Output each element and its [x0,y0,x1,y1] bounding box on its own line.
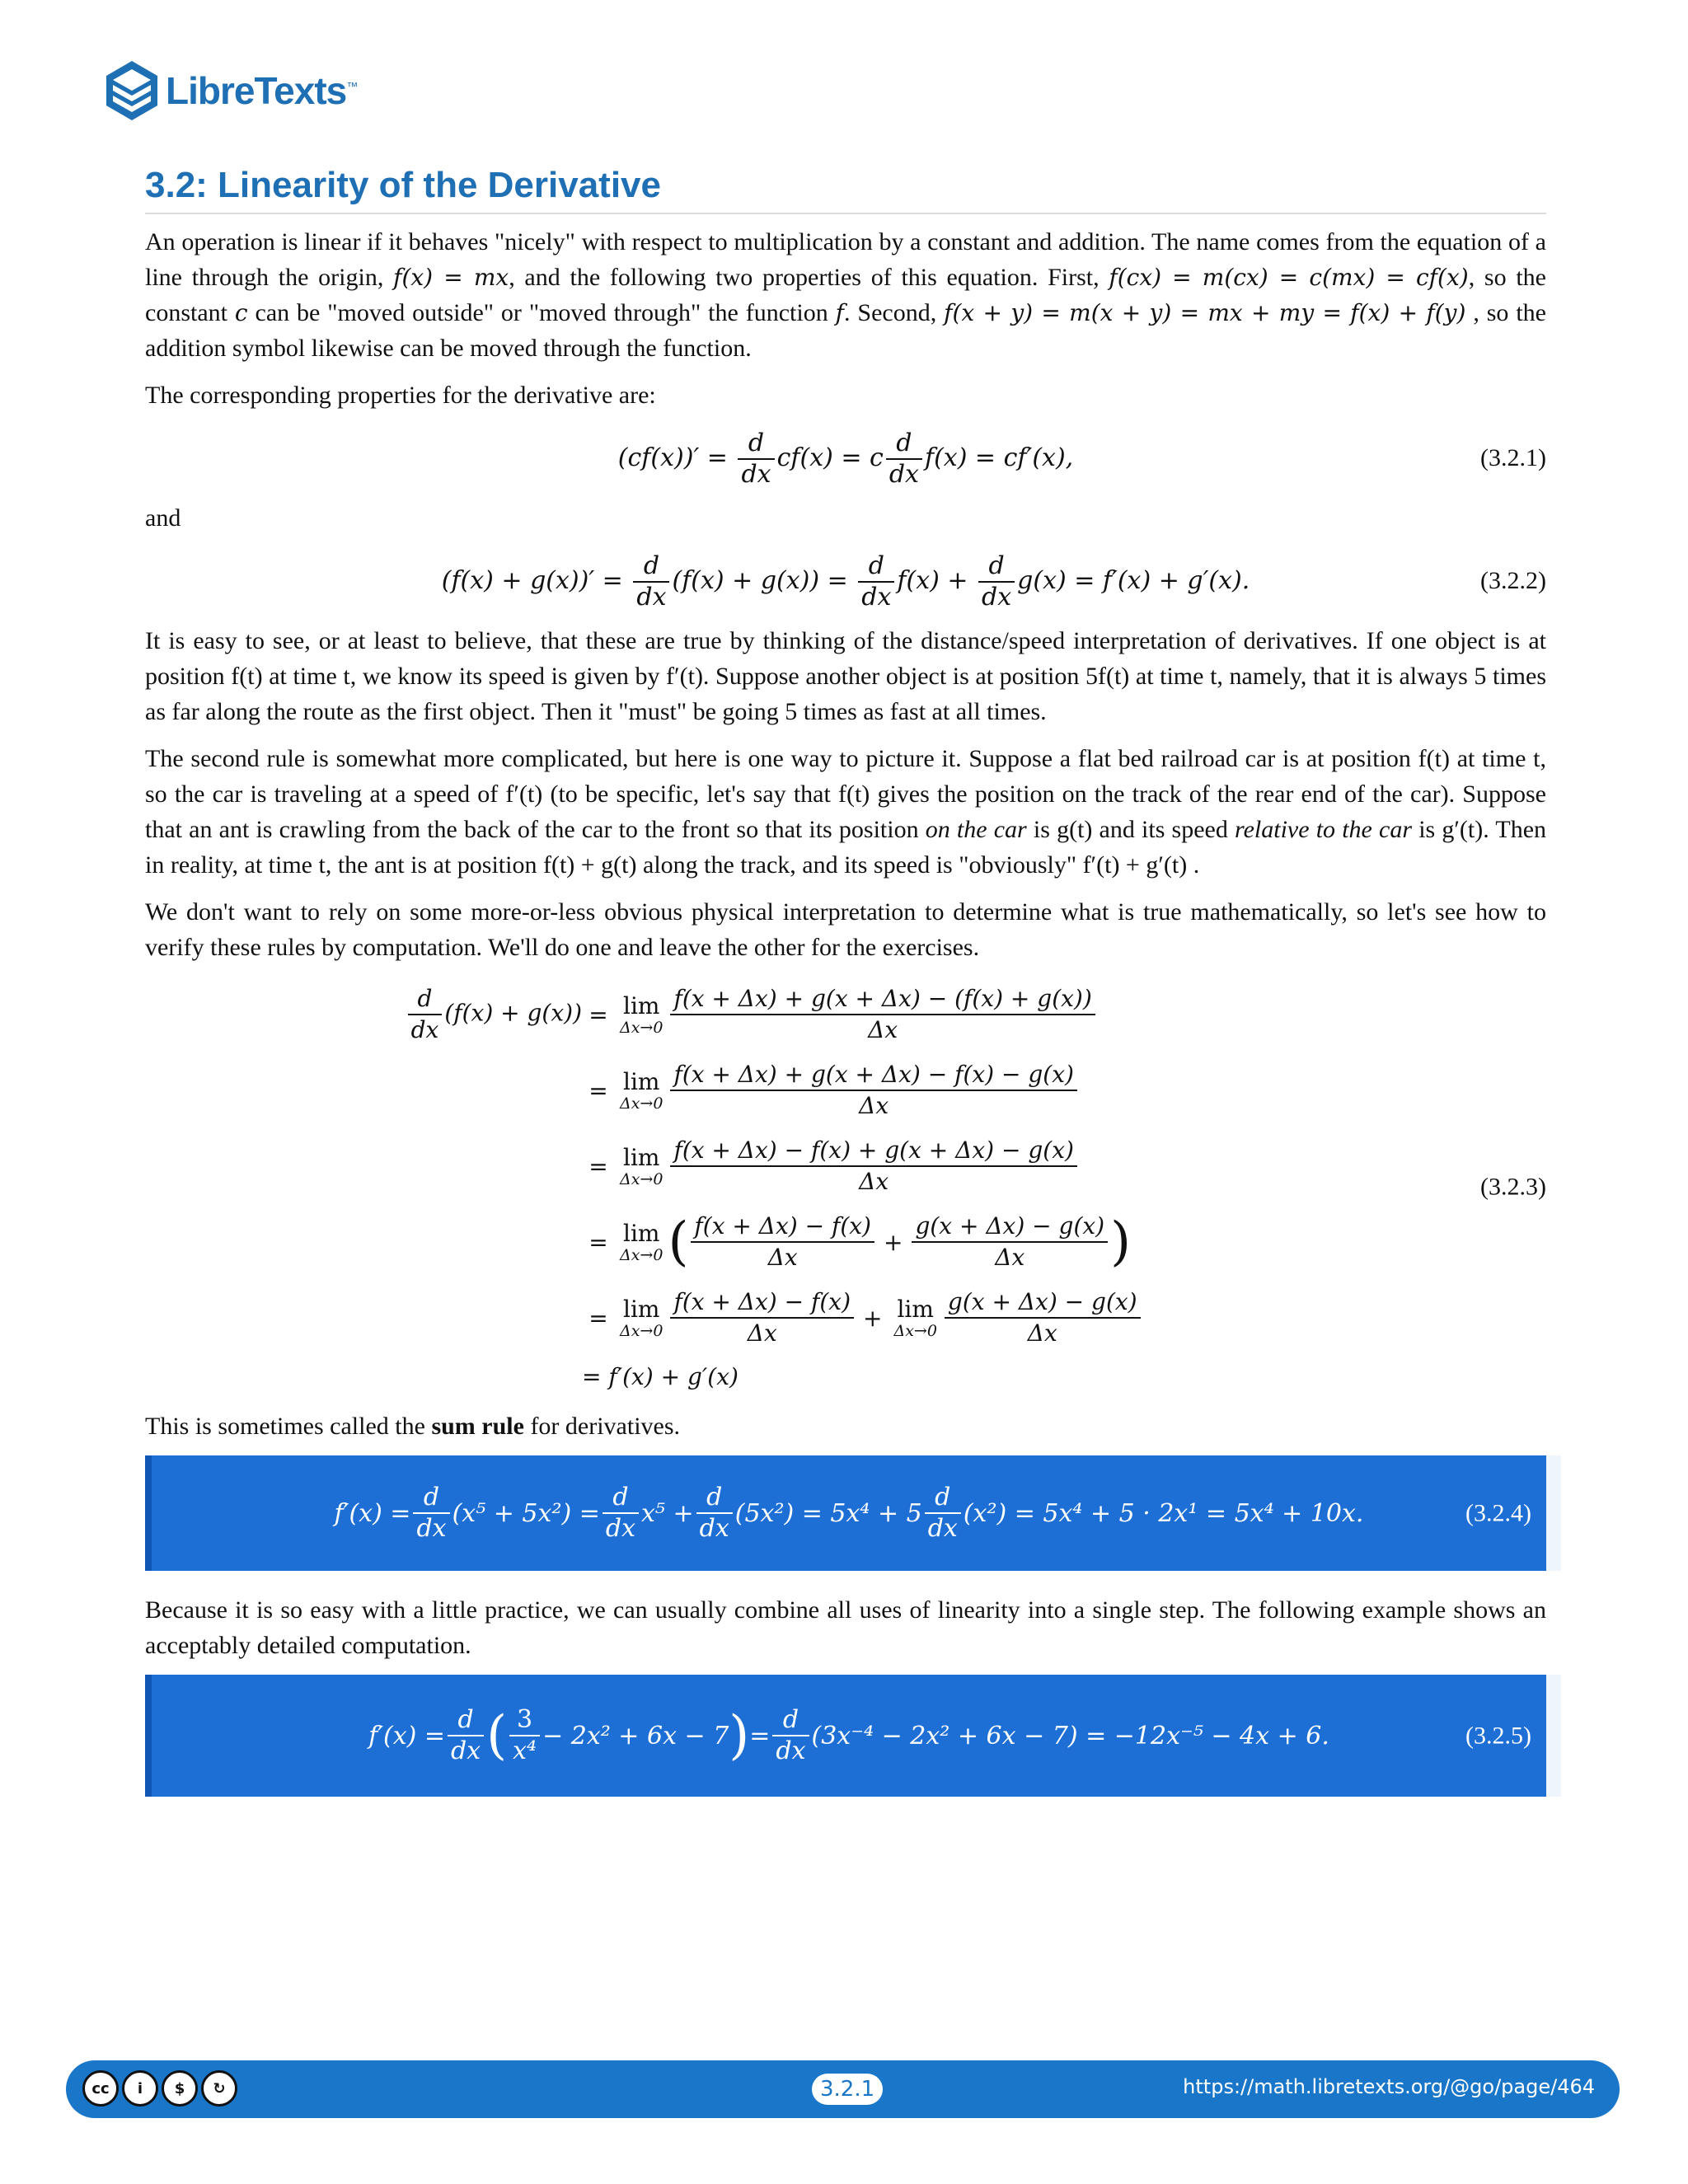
equation-3-2-3: $\frac{d}{dx}$ (f(x) + g(x)) = lim Δx→0 $\frac{f(x + \Delta x) + g(x + \Delta x) - (f(x) + g(x))}{\Delta x}$ = lim Δx→0 $\frac{f(x + \Delta x) + g(x + \Delta x) - f(x) - g(x)}{\Delta x}$ = lim Δx→0 $\frac{f(x + \Delta x) - f(x) + g(x + \Delta x) - g(x)}{\Delta x}$ = lim Δx→0 ( $\frac{f(x + \Delta x) - f(x)}{\Delta x}$ + $\frac{g(x + \Delta x) - g(x)}{\Delta x}$ ) = lim Δx→0 $\frac{f(x + \Delta x) - f(x)}{\Delta x}$ + lim Δx→0 $\frac{g(x + \Delta x) - g(x)}{\Delta x}$ = f′(x) + g′(x) (3.2.3) [145,977,1546,1397]
equation-number: (3.2.1) [1480,444,1546,471]
paragraph-linear-intro: An operation is linear if it behaves "nicely" with respect to multiplication by a constant and addition. The name comes from the equation of a line through the origin, f(x) = mx, and the following two properties of this equation. First, f(cx) = m(cx) = c(mx) = cf(x), so the constant c can be "moved outside" or "moved through" the function f. Second, f(x + y) = m(x + y) = mx + my = f(x) + f(y) , so the addition symbol likewise can be moved through the function. [145,228,1546,362]
paragraph-railroad-car: The second rule is somewhat more complicated, but here is one way to picture it. Suppose a flat bed railroad car is at position f(t) at time t, so the car is traveling at a speed of f′(t) (to be specific, let's say that f(t) gives the position on the track of the rear end of the car). Suppose that an ant is crawling from the back of the car to the front so that its position on the car is g(t) and its speed relative to the car is g′(t). Then in reality, at time t, the ant is at position f(t) + g(t) along the track, and its speed is "obviously" f′(t) + g′(t) . [145,745,1547,879]
paragraph-and: and [145,504,181,532]
page-number: 3.2.1 [812,2074,883,2105]
cc-icon: cc [82,2070,119,2107]
sa-icon: ↻ [201,2070,237,2107]
cc-license-badge[interactable] [82,2070,237,2107]
equation-number: (3.2.3) [1480,1173,1546,1201]
paragraph-combine: Because it is so easy with a little practice, we can usually combine all uses of linearity into a single step. The following example shows an acceptably detailed computation. [145,1596,1546,1659]
paragraph-sum-rule: This is sometimes called the sum rule for derivatives. [145,1413,681,1440]
example-box-3-2-4: f′(x) = $\frac{d}{dx}$ (x⁵ + 5x²) = $\frac{d}{dx}$ x⁵ + $\frac{d}{dx}$ (5x²) = 5x⁴ + 5 $\frac{d}{dx}$ (x²) = 5x⁴ + 5 · 2x¹ = 5x⁴ + 10x. (3.2.4) [145,1455,1546,1571]
by-icon: i [122,2070,158,2107]
equation-3-2-1: (cf(x))′ = $\frac{d}{dx}$ cf(x) = c $\frac{d}{dx}$ f(x) = cf′(x), (3.2.1) [145,424,1546,492]
nc-icon: $ [162,2070,198,2107]
libretexts-logo-icon [103,58,161,124]
equation-number: (3.2.2) [1480,567,1546,594]
example-box-3-2-5: f′(x) = $\frac{d}{dx}$ ( $\frac{3}{\text{x⁴}}$ − 2x² + 6x − 7 ) = $\frac{d}{dx}$ (3x⁻⁴ − 2x² + 6x − 7) = −12x⁻⁵ − 4x + 6. (3.2.5) [145,1675,1546,1797]
paragraph-distance-speed: It is easy to see, or at least to believe, that these are true by thinking of the distance/speed interpretation of derivatives. If one object is at position f(t) at time t, we know its speed is given by f′(t). Suppose another object is at position 5f(t) at time t, namely, that it is always 5 times as far along the route as the first object. Then it "must" be going 5 times as fast at all times. [145,627,1546,725]
equation-number: (3.2.5) [1465,1722,1531,1750]
footer-bar [66,2060,1620,2118]
equation-number: (3.2.4) [1465,1499,1531,1527]
logo-text: LibreTexts™ [166,69,358,112]
equation-3-2-2: (f(x) + g(x))′ = $\frac{d}{dx}$ (f(x) + g(x)) = $\frac{d}{dx}$ f(x) + $\frac{d}{dx}$ g(x) = f′(x) + g′(x). (3.2.2) [145,547,1546,615]
page-title: 3.2: Linearity of the Derivative [145,165,1546,214]
page-url-link[interactable]: https://math.libretexts.org/@go/page/464 [1183,2075,1595,2098]
libretexts-logo[interactable] [103,58,357,124]
paragraph-properties: The corresponding properties for the derivative are: [145,382,656,409]
main-content [145,224,1546,1818]
paragraph-verify: We don't want to rely on some more-or-less obvious physical interpretation to determine what is true mathematically, so let's see how to verify these rules by computation. We'll do one and leave the other for the exercises. [145,898,1546,961]
